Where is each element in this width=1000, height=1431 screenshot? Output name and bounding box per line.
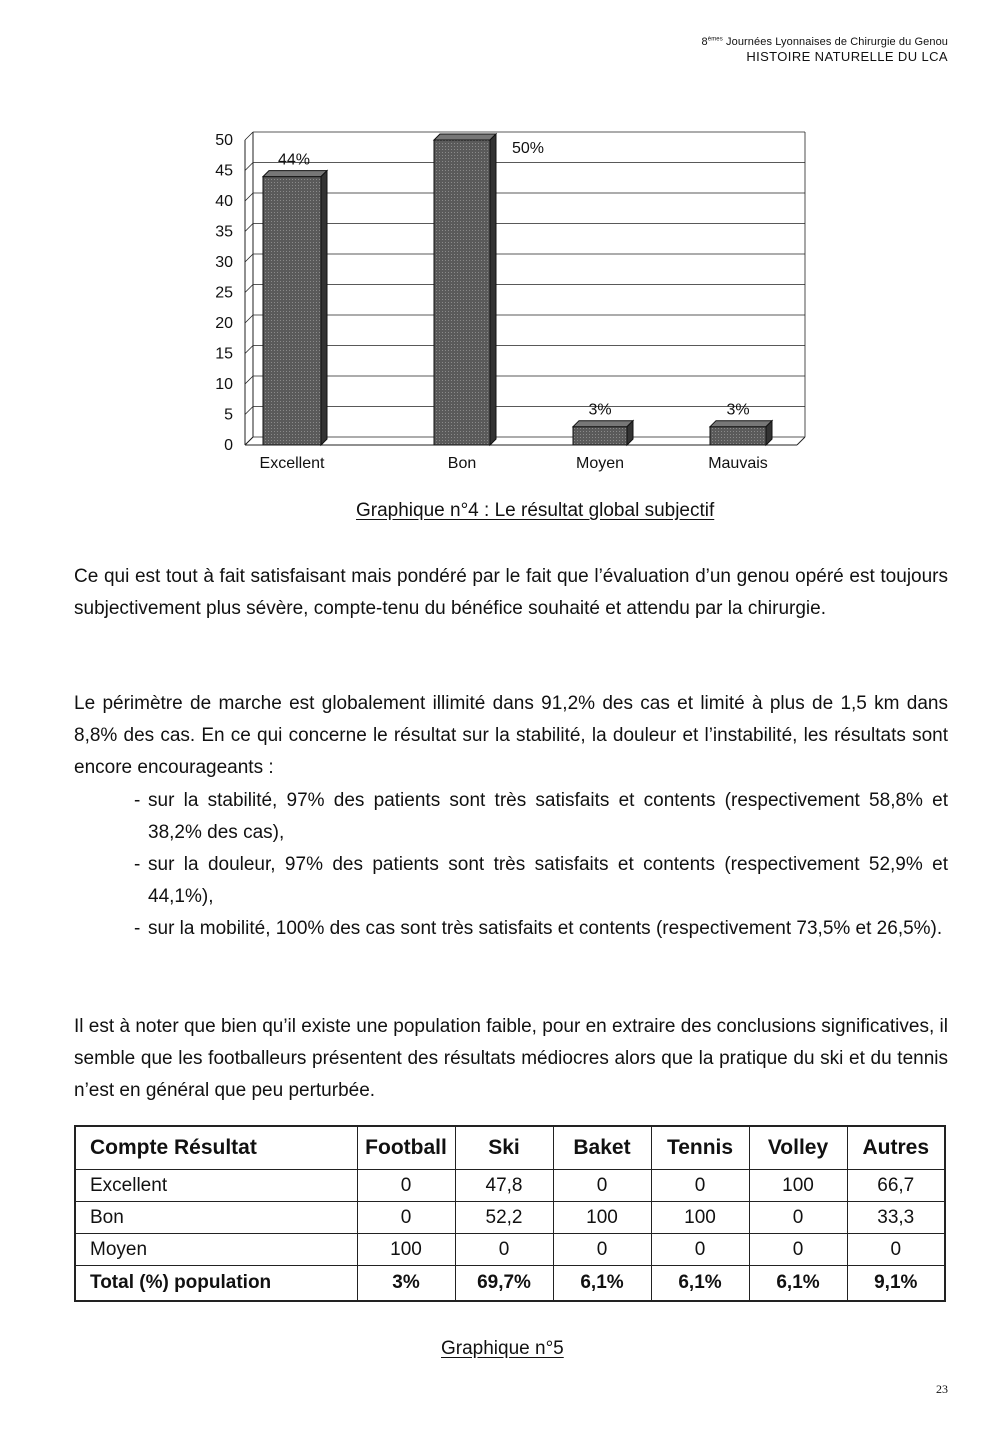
- running-header: [702, 36, 948, 64]
- table-cell: 0: [553, 1234, 651, 1266]
- bar-mauvais: [710, 427, 766, 445]
- gridline-depth: [245, 407, 253, 415]
- table-cell: 100: [749, 1170, 847, 1202]
- table-row-label: Moyen: [75, 1234, 357, 1266]
- table-cell: 0: [651, 1234, 749, 1266]
- bullet-text: sur la mobilité, 100% des cas sont très satisfaits et contents (respectivement 73,5% et 26,5%).: [148, 918, 943, 939]
- table-header-cell: Baket: [553, 1126, 651, 1170]
- gridline-depth: [245, 224, 253, 232]
- y-tick-label: 25: [215, 284, 233, 302]
- table-cell: 3%: [357, 1266, 455, 1302]
- bullet-dash: -: [134, 854, 141, 875]
- gridline-depth: [245, 346, 253, 354]
- table-cell: 33,3: [847, 1202, 945, 1234]
- header-topic: HISTOIRE NATURELLE DU LCA: [746, 49, 948, 64]
- table-header-cell: Ski: [455, 1126, 553, 1170]
- table-cell: 52,2: [455, 1202, 553, 1234]
- y-tick-label: 35: [215, 223, 233, 241]
- table-row-label: Bon: [75, 1202, 357, 1234]
- table-row-label: Total (%) population: [75, 1266, 357, 1302]
- sports-results-table: [74, 1125, 946, 1302]
- y-tick-label: 45: [215, 162, 233, 180]
- table-row: [75, 1234, 945, 1266]
- y-tick-label: 15: [215, 345, 233, 363]
- gridline-depth: [245, 376, 253, 384]
- table-header-cell: Autres: [847, 1126, 945, 1170]
- bullet-text: sur la douleur, 97% des patients sont très satisfaits et contents (respectivement 52,9% et 44,1%),: [148, 854, 948, 907]
- table-cell: 0: [357, 1202, 455, 1234]
- bar-top-moyen: [573, 421, 633, 427]
- gridline-depth: [245, 163, 253, 171]
- y-tick-label: 20: [215, 315, 233, 332]
- bullet-dash: -: [134, 918, 141, 939]
- y-tick-label: 10: [215, 376, 233, 393]
- x-tick-label: Mauvais: [708, 455, 768, 472]
- bar-chart-global-result: [205, 125, 825, 485]
- bar-side-excellent: [321, 171, 327, 445]
- table-cell: 100: [357, 1234, 455, 1266]
- y-tick-label: 50: [215, 132, 233, 149]
- table-header-row: [75, 1126, 945, 1170]
- bullet-stability: [134, 785, 948, 849]
- gridline-depth: [245, 437, 253, 445]
- bar-top-bon: [434, 134, 496, 140]
- bar-bon: [434, 140, 490, 445]
- table-header-cell: Compte Résultat: [75, 1126, 357, 1170]
- header-conference-name: Journées Lyonnaises de Chirurgie du Genou: [722, 36, 948, 48]
- table-cell: 69,7%: [455, 1266, 553, 1302]
- header-conference: [702, 36, 948, 48]
- table-cell: 0: [553, 1170, 651, 1202]
- y-tick-label: 40: [215, 193, 233, 210]
- table-cell: 6,1%: [553, 1266, 651, 1302]
- table-cell: 47,8: [455, 1170, 553, 1202]
- table-header-cell: Football: [357, 1126, 455, 1170]
- data-label: 3%: [588, 401, 612, 419]
- table-cell: 9,1%: [847, 1266, 945, 1302]
- paragraph-sports-conclusion: Il est à noter que bien qu’il existe une population faible, pour en extraire des conclusions significatives, il semble que les footballeurs présentent des résultats médiocres alors que la pratique du ski et du tennis n’est en général que peu perturbée.: [74, 1016, 948, 1101]
- table-cell: 0: [847, 1234, 945, 1266]
- page-number: 23: [936, 1382, 948, 1396]
- results-bullet-list: [134, 785, 948, 945]
- table-row: [75, 1202, 945, 1234]
- table-total-row: [75, 1266, 945, 1302]
- bar-side-bon: [490, 134, 496, 445]
- chart5-caption: Graphique n°5: [441, 1338, 564, 1359]
- chart-floor-edge: [797, 437, 805, 445]
- header-edition: 8: [701, 36, 708, 48]
- table-cell: 100: [651, 1202, 749, 1234]
- table-cell: 0: [357, 1170, 455, 1202]
- table-cell: 0: [455, 1234, 553, 1266]
- data-label: 3%: [726, 401, 750, 419]
- y-tick-label: 0: [224, 437, 233, 454]
- bullet-pain: [134, 849, 948, 913]
- bullet-mobility: [134, 913, 948, 945]
- table-cell: 0: [749, 1202, 847, 1234]
- bullet-dash: -: [134, 790, 141, 811]
- x-tick-label: Moyen: [575, 455, 625, 472]
- gridline-depth: [245, 193, 253, 201]
- paragraph-walking-perimeter: Le périmètre de marche est globalement illimité dans 91,2% des cas et limité à plus de 1,5 km dans 8,8% des cas. En ce qui concerne le résultat sur la stabilité, la douleur et l’instabilité, les résultats sont encore encourageants :: [74, 693, 948, 778]
- bar-top-mauvais: [710, 421, 772, 427]
- table-row-label: Excellent: [75, 1170, 357, 1202]
- table-header-cell: Volley: [749, 1126, 847, 1170]
- table-cell: 100: [553, 1202, 651, 1234]
- y-tick-label: 30: [215, 254, 233, 271]
- bullet-text: sur la stabilité, 97% des patients sont très satisfaits et contents (respectivement 58,8% et 38,2% des cas),: [148, 790, 948, 843]
- table-cell: 6,1%: [749, 1266, 847, 1302]
- bar-excellent: [263, 177, 321, 445]
- x-tick-label: Excellent: [259, 455, 325, 472]
- gridline-depth: [245, 285, 253, 293]
- gridline-depth: [245, 315, 253, 323]
- y-tick-label: 5: [224, 406, 233, 424]
- x-tick-label: Bon: [447, 455, 477, 472]
- gridline-depth: [245, 254, 253, 262]
- table-header-cell: Tennis: [651, 1126, 749, 1170]
- bar-moyen: [573, 427, 627, 445]
- table-cell: 0: [749, 1234, 847, 1266]
- table-row: [75, 1170, 945, 1202]
- bar-top-excellent: [263, 171, 327, 177]
- table-cell: 66,7: [847, 1170, 945, 1202]
- table-cell: 0: [651, 1170, 749, 1202]
- paragraph-evaluation: Ce qui est tout à fait satisfaisant mais pondéré par le fait que l’évaluation d’un genou opéré est toujours subjectivement plus sévère, compte-tenu du bénéfice souhaité et attendu par la chirurgie.: [74, 566, 948, 619]
- chart4-caption: Graphique n°4 : Le résultat global subjectif: [356, 500, 715, 521]
- data-label: 44%: [277, 151, 311, 169]
- table-cell: 6,1%: [651, 1266, 749, 1302]
- data-label: 50%: [511, 140, 545, 157]
- gridline-depth: [245, 132, 253, 140]
- header-edition-sup: èmes: [707, 36, 723, 43]
